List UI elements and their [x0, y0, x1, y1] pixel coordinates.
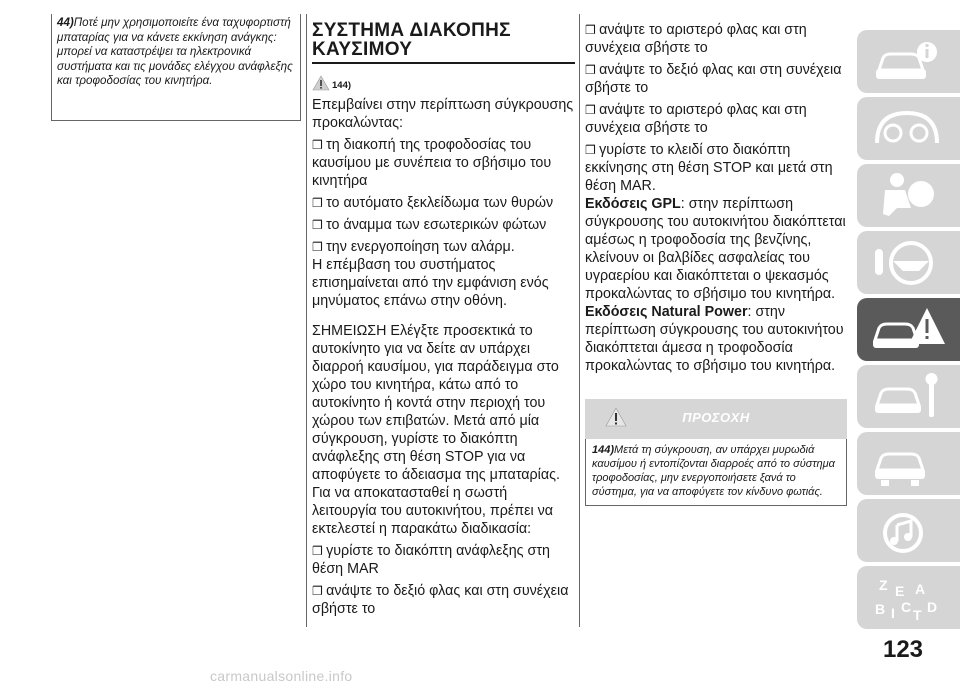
gpl-paragraph: [585, 195, 847, 303]
watermark: carmanualsonline.info: [210, 668, 353, 684]
chapter-sidebar: [857, 30, 960, 630]
multimedia-icon: [871, 505, 941, 557]
svg-text:T: T: [913, 607, 922, 623]
warning-triangle-icon: [312, 75, 330, 91]
column-1: [312, 21, 575, 618]
tab-emergency[interactable]: [857, 298, 960, 361]
effect-item: ❒ το άναμμα των εσωτερικών φώτων: [312, 216, 575, 234]
svg-text:A: A: [915, 581, 926, 597]
caution-body-text: Μετά τη σύγκρουση, αν υπάρχει μυρωδιά καυσίμου ή εντοπίζονται διαρροές από το σύστημα τροφοδοσίας, μην ενεργοποιήσετε ξανά το σύστημα, για να αποφύγετε τον κίνδυνο φωτιάς.: [592, 444, 835, 498]
svg-text:Z: Z: [879, 577, 888, 593]
index-icon: [871, 572, 941, 624]
left-warning-text: [57, 16, 296, 89]
emergency-icon: [871, 304, 946, 356]
column-divider-2: [579, 14, 580, 627]
warning-reference-number: 144): [332, 79, 352, 91]
tab-multimedia[interactable]: [857, 499, 960, 562]
page-number: 123: [882, 636, 924, 663]
natural-power-paragraph: [585, 303, 847, 375]
effect-item: ❒ την ενεργοποίηση των αλάρμ.: [312, 238, 575, 256]
restore-step: ❒ ανάψτε το αριστερό φλας και στη συνέχεια σβήστε το: [585, 21, 847, 57]
caution-box: [585, 439, 847, 506]
safety-airbag-icon: [871, 170, 941, 222]
car-info-icon: [871, 36, 941, 88]
svg-text:B: B: [875, 601, 886, 617]
tab-safety[interactable]: [857, 164, 960, 227]
caution-header: [585, 399, 847, 439]
restore-step: ❒ ανάψτε το δεξιό φλας και στη συνέχεια σβήστε το: [585, 61, 847, 97]
tab-dashboard[interactable]: [857, 97, 960, 160]
tab-technical-data[interactable]: [857, 432, 960, 495]
intro-text: Επεμβαίνει στην περίπτωση σύγκρουσης προκαλώντας:: [312, 97, 574, 131]
caution-text: [592, 443, 840, 499]
title-rule: [312, 62, 575, 64]
signal-text: Η επέμβαση του συστήματος επισημαίνεται από την εμφάνιση ενός μηνύματος επάνω στην οθόνη.: [312, 257, 549, 309]
left-warning-note: [51, 14, 301, 121]
restore-step: ❒ ανάψτε το αριστερό φλας και στη συνέχεια σβήστε το: [585, 101, 847, 137]
caution-number: 144): [592, 444, 615, 456]
column-divider-1: [306, 14, 307, 627]
svg-text:I: I: [891, 605, 895, 621]
section-title-line1: ΣΥΣΤΗΜΑ ΔΙΑΚΟΠΗΣ: [312, 20, 511, 41]
dashboard-icon: [871, 103, 941, 155]
gpl-label: Εκδόσεις GPL: [585, 196, 681, 212]
section-title: [312, 21, 575, 59]
tab-index[interactable]: [857, 566, 960, 629]
natural-power-label: Εκδόσεις Natural Power: [585, 304, 748, 320]
svg-text:D: D: [927, 599, 938, 615]
left-warning-number: 44): [57, 16, 74, 29]
tab-car-info[interactable]: [857, 30, 960, 93]
warning-reference: [312, 74, 575, 92]
left-warning-body: Ποτέ μην χρησιμοποιείτε ένα ταχυφορτιστή μπαταρίας για να κάνετε εκκίνηση ανάγκης: μπορεί να καταστρέψει τα ηλεκτρονικά συστήματα και τις μονάδες ελέγχου ανάφλεξης και τροφοδοσίας του κινητήρα.: [57, 16, 293, 88]
restore-step: ❒ γυρίστε το διακόπτη ανάφλεξης στη θέση MAR: [312, 542, 575, 578]
svg-text:E: E: [895, 583, 905, 599]
natural-power-text: : στην περίπτωση σύγκρουσης του αυτοκινήτου διακόπτεται άμεσα η τροφοδοσία προκαλώντας το σβήσιμο του κινητήρα.: [585, 304, 844, 374]
effect-item: ❒ το αυτόματο ξεκλείδωμα των θυρών: [312, 194, 575, 212]
tab-maintenance[interactable]: [857, 365, 960, 428]
technical-data-icon: [871, 438, 941, 490]
tab-starting-driving[interactable]: [857, 231, 960, 294]
starting-driving-icon: [871, 237, 941, 289]
restore-step: ❒ ανάψτε το δεξιό φλας και στη συνέχεια σβήστε το: [312, 582, 575, 618]
caution-heading: ΠΡΟΣΟΧΗ: [682, 410, 750, 425]
maintenance-icon: [871, 371, 941, 423]
gpl-text: : στην περίπτωση σύγκρουσης του αυτοκινήτου διακόπτεται αμέσως η τροφοδοσία της βενζίνης, κλείνουν οι βαλβίδες ασφαλείας του υγραερίου και διακόπτεται ο ψεκασμός προκαλώντας το σβήσιμο του κινητήρα.: [585, 196, 846, 302]
svg-text:C: C: [901, 599, 912, 615]
restore-text: Για να αποκατασταθεί η σωστή λειτουργία του αυτοκινήτου, πρέπει να εκτελεστεί η παρακάτω διαδικασία:: [312, 485, 554, 537]
note-text: ΣΗΜΕΙΩΣΗ Ελέγξτε προσεκτικά το αυτοκίνητο για να δείτε αν υπάρχει διαρροή καυσίμου, για παράδειγμα στο χώρο του κινητήρα, κάτω από το αυτοκίνητο ή κοντά στην περιοχή του χώρου των επιβατών. Μετά από μία σύγκρουση, γυρίστε το διακόπτη ανάφλεξης στη θέση STOP για να αποφύγετε το άδειασμα της μπαταρίας.: [312, 323, 560, 483]
column-2: [585, 21, 847, 506]
effect-item: ❒ τη διακοπή της τροφοδοσίας του καυσίμου με συνέπεια το σβήσιμο του κινητήρα: [312, 136, 575, 190]
section-title-line2: ΚΑΥΣΙΜΟΥ: [312, 39, 413, 60]
restore-step: ❒ γυρίστε το κλειδί στο διακόπτη εκκίνησης στη θέση STOP και μετά στη θέση MAR.: [585, 141, 847, 195]
